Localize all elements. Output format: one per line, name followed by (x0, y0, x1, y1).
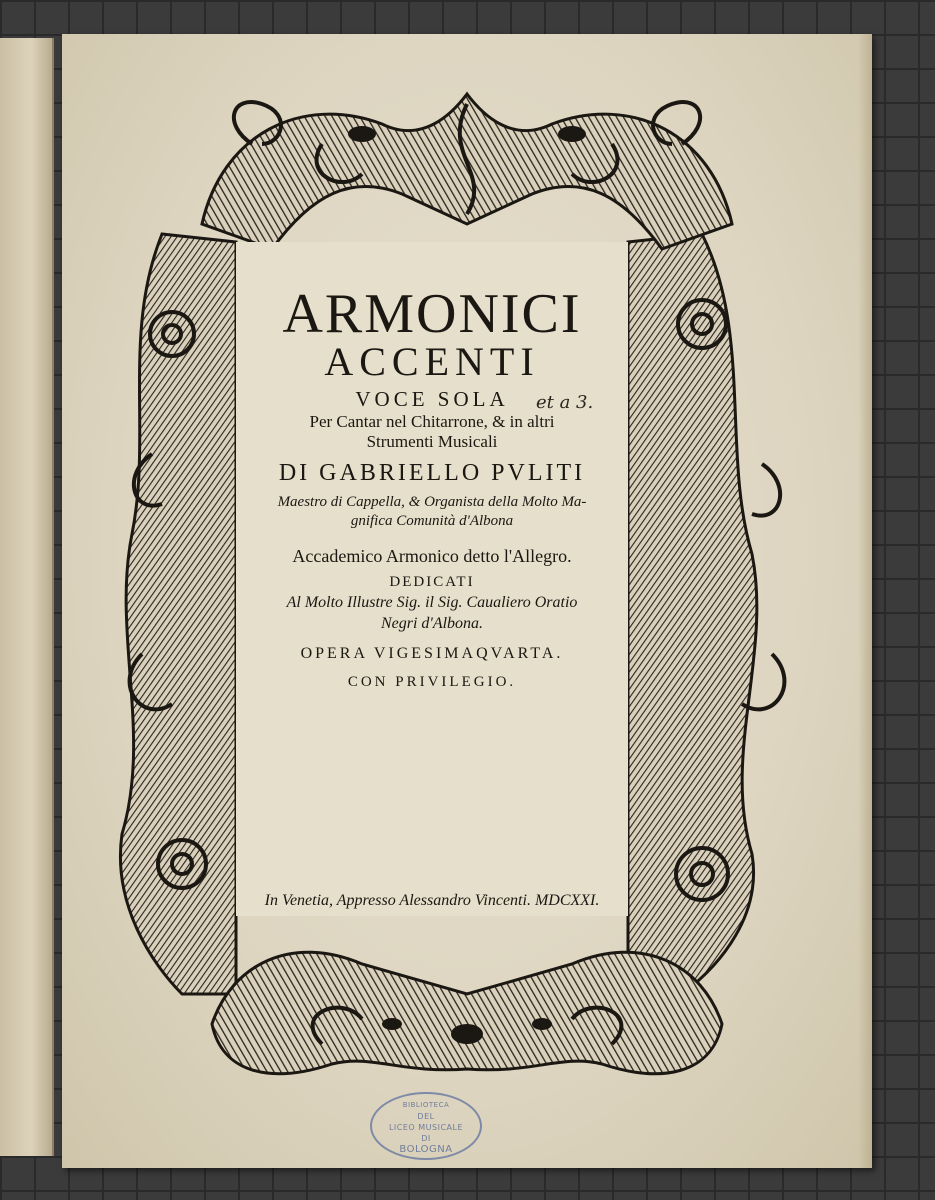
main-title: ARMONICI (282, 283, 582, 345)
library-stamp (370, 1092, 482, 1160)
privilege-notice: CON PRIVILEGIO. (347, 674, 517, 690)
subtitle-line1: Per Cantar nel Chitarrone, & in altri (309, 412, 555, 431)
adjacent-page-edge (0, 38, 54, 1156)
voice-line: VOCE SOLA (355, 387, 509, 411)
author-role-line2: gnifica Comunità d'Albona (350, 513, 514, 529)
stamp-line4: DI (421, 1134, 431, 1143)
academic-title: Accademico Armonico detto l'Allegro. (292, 546, 572, 566)
author-name: DI GABRIELLO PVLITI (278, 460, 586, 486)
dedication-line1: Al Molto Illustre Sig. il Sig. Caualiero Oratio (286, 594, 578, 611)
dedication-line2: Negri d'Albona. (380, 615, 484, 632)
publisher-imprint: In Venetia, Appresso Alessandro Vincenti. MDCXXI. (264, 892, 600, 909)
opus-number: OPERA VIGESIMAQVARTA. (300, 645, 564, 662)
main-title-line2: ACCENTI (324, 339, 540, 384)
subtitle-line2: Strumenti Musicali (366, 432, 498, 451)
stamp-line2: DEL (417, 1112, 435, 1121)
title-panel (236, 242, 628, 916)
dedication-heading: DEDICATI (389, 574, 475, 590)
title-page (62, 34, 872, 1168)
author-role-line1: Maestro di Cappella, & Organista della Molto Ma- (277, 494, 587, 510)
stamp-line5: BOLOGNA (399, 1144, 453, 1155)
handwritten-annotation: et a 3. (536, 392, 594, 413)
stamp-line3: LICEO MUSICALE (388, 1123, 464, 1132)
stamp-line1: BIBLIOTECA (402, 1101, 450, 1109)
